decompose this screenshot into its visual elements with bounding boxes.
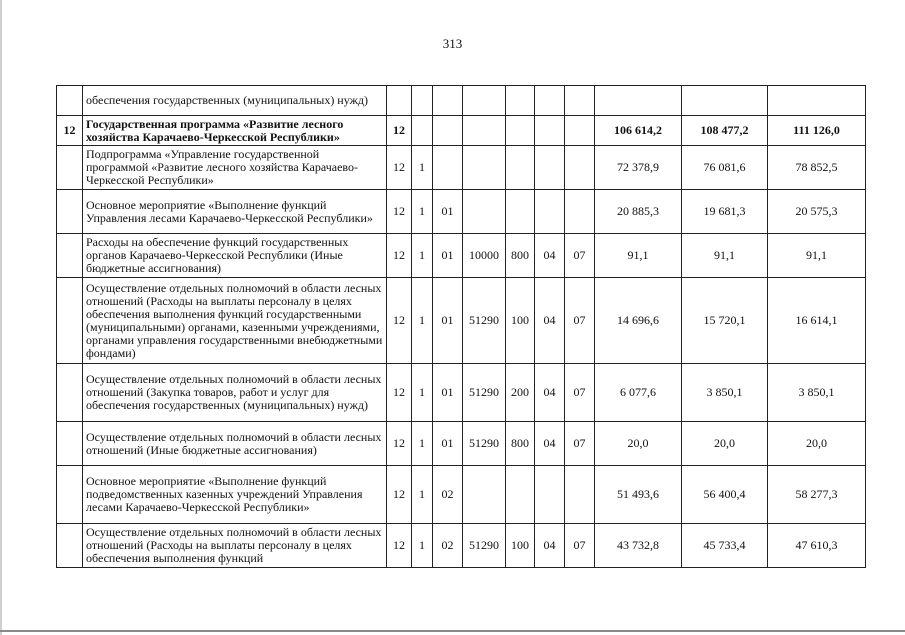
- budget-table: [56, 85, 866, 568]
- code-om-cell: 01: [433, 278, 463, 364]
- code-om-cell: [433, 86, 463, 116]
- amount-year-1-cell: 6 077,6: [595, 364, 682, 422]
- amount-year-2-cell: [682, 86, 768, 116]
- amount-year-1-cell: 72 378,9: [595, 146, 682, 190]
- amount-year-3-cell: 78 852,5: [768, 146, 866, 190]
- code-pp-cell: 1: [412, 364, 433, 422]
- table-row: [57, 278, 866, 364]
- scan-bottom-edge: [0, 630, 905, 632]
- code-expense-type-cell: 100: [506, 524, 535, 568]
- code-subsection-cell: 07: [565, 278, 595, 364]
- table-row: [57, 234, 866, 278]
- table-row: [57, 524, 866, 568]
- code-om-cell: [433, 146, 463, 190]
- amount-year-3-cell: [768, 86, 866, 116]
- row-number-cell: [57, 364, 83, 422]
- code-gp-cell: 12: [387, 278, 412, 364]
- code-subsection-cell: [565, 190, 595, 234]
- amount-year-3-cell: 47 610,3: [768, 524, 866, 568]
- amount-year-2-cell: 45 733,4: [682, 524, 768, 568]
- row-number-cell: [57, 422, 83, 466]
- program-name-cell: Государственная программа «Развитие лесного хозяйства Карачаево-Черкесской Республики»: [83, 116, 387, 146]
- code-subsection-cell: 07: [565, 234, 595, 278]
- code-gp-cell: 12: [387, 146, 412, 190]
- program-name-cell: обеспечения государственных (муниципальных) нужд): [83, 86, 387, 116]
- row-number-cell: [57, 86, 83, 116]
- code-direction-cell: 51290: [463, 278, 506, 364]
- code-gp-cell: 12: [387, 466, 412, 524]
- code-section-cell: [535, 466, 565, 524]
- code-expense-type-cell: [506, 86, 535, 116]
- program-name-cell: Расходы на обеспечение функций государственных органов Карачаево-Черкесской Республики (Иные бюджетные ассигнования): [83, 234, 387, 278]
- page-number: 313: [442, 36, 463, 51]
- code-om-cell: [433, 116, 463, 146]
- amount-year-1-cell: 106 614,2: [595, 116, 682, 146]
- code-direction-cell: [463, 146, 506, 190]
- amount-year-3-cell: 91,1: [768, 234, 866, 278]
- code-expense-type-cell: 800: [506, 234, 535, 278]
- code-pp-cell: [412, 116, 433, 146]
- amount-year-2-cell: 76 081,6: [682, 146, 768, 190]
- program-name-cell: Осуществление отдельных полномочий в области лесных отношений (Расходы на выплаты персоналу в целях обеспечения выполнения функций государственными (муниципальными) органами, казенными учреждениями, органами управления государственными внебюджетными фондами): [83, 278, 387, 364]
- amount-year-2-cell: 20,0: [682, 422, 768, 466]
- amount-year-2-cell: 108 477,2: [682, 116, 768, 146]
- code-pp-cell: 1: [412, 422, 433, 466]
- amount-year-2-cell: 15 720,1: [682, 278, 768, 364]
- code-gp-cell: 12: [387, 190, 412, 234]
- code-expense-type-cell: [506, 190, 535, 234]
- row-number-cell: [57, 190, 83, 234]
- code-expense-type-cell: 800: [506, 422, 535, 466]
- table-row: [57, 190, 866, 234]
- code-expense-type-cell: [506, 466, 535, 524]
- row-number-cell: [57, 234, 83, 278]
- program-name-cell: Основное мероприятие «Выполнение функций подведомственных казенных учреждений Управления лесами Карачаево-Черкесской Республики»: [83, 466, 387, 524]
- code-section-cell: [535, 116, 565, 146]
- table-row: [57, 364, 866, 422]
- code-section-cell: [535, 190, 565, 234]
- program-name-cell: Подпрограмма «Управление государственной программой «Развитие лесного хозяйства Карачаево-Черкесской Республики»: [83, 146, 387, 190]
- code-subsection-cell: [565, 86, 595, 116]
- table-row: [57, 116, 866, 146]
- code-gp-cell: 12: [387, 422, 412, 466]
- amount-year-1-cell: 20 885,3: [595, 190, 682, 234]
- code-section-cell: 04: [535, 278, 565, 364]
- code-gp-cell: [387, 86, 412, 116]
- code-expense-type-cell: [506, 146, 535, 190]
- amount-year-1-cell: [595, 86, 682, 116]
- row-number-cell: [57, 146, 83, 190]
- code-direction-cell: 51290: [463, 422, 506, 466]
- code-section-cell: [535, 146, 565, 190]
- code-expense-type-cell: 200: [506, 364, 535, 422]
- amount-year-1-cell: 51 493,6: [595, 466, 682, 524]
- amount-year-3-cell: 16 614,1: [768, 278, 866, 364]
- program-name-cell: Осуществление отдельных полномочий в области лесных отношений (Иные бюджетные ассигнования): [83, 422, 387, 466]
- code-om-cell: 01: [433, 190, 463, 234]
- code-section-cell: [535, 86, 565, 116]
- code-pp-cell: 1: [412, 234, 433, 278]
- code-expense-type-cell: 100: [506, 278, 535, 364]
- code-pp-cell: 1: [412, 278, 433, 364]
- code-subsection-cell: 07: [565, 524, 595, 568]
- code-om-cell: 02: [433, 524, 463, 568]
- code-direction-cell: [463, 116, 506, 146]
- code-subsection-cell: [565, 146, 595, 190]
- code-gp-cell: 12: [387, 116, 412, 146]
- code-direction-cell: [463, 86, 506, 116]
- table-row: [57, 422, 866, 466]
- program-name-cell: Осуществление отдельных полномочий в области лесных отношений (Расходы на выплаты персоналу в целях обеспечения выполнения функций: [83, 524, 387, 568]
- code-direction-cell: 51290: [463, 524, 506, 568]
- row-number-cell: [57, 278, 83, 364]
- amount-year-3-cell: 111 126,0: [768, 116, 866, 146]
- code-section-cell: 04: [535, 234, 565, 278]
- code-pp-cell: 1: [412, 466, 433, 524]
- code-pp-cell: [412, 86, 433, 116]
- row-number-cell: 12: [57, 116, 83, 146]
- amount-year-1-cell: 91,1: [595, 234, 682, 278]
- scan-left-edge: [0, 0, 2, 635]
- code-subsection-cell: [565, 116, 595, 146]
- table-row: [57, 466, 866, 524]
- code-gp-cell: 12: [387, 364, 412, 422]
- code-direction-cell: 10000: [463, 234, 506, 278]
- code-section-cell: 04: [535, 524, 565, 568]
- table-row: [57, 86, 866, 116]
- amount-year-2-cell: 3 850,1: [682, 364, 768, 422]
- code-pp-cell: 1: [412, 190, 433, 234]
- code-direction-cell: [463, 190, 506, 234]
- amount-year-1-cell: 20,0: [595, 422, 682, 466]
- code-direction-cell: [463, 466, 506, 524]
- row-number-cell: [57, 466, 83, 524]
- amount-year-2-cell: 56 400,4: [682, 466, 768, 524]
- code-section-cell: 04: [535, 422, 565, 466]
- table-body: [57, 86, 866, 568]
- amount-year-3-cell: 20,0: [768, 422, 866, 466]
- row-number-cell: [57, 524, 83, 568]
- program-name-cell: Основное мероприятие «Выполнение функций Управления лесами Карачаево-Черкесской Республики»: [83, 190, 387, 234]
- program-name-cell: Осуществление отдельных полномочий в области лесных отношений (Закупка товаров, работ и услуг для обеспечения государственных (муниципальных) нужд): [83, 364, 387, 422]
- code-gp-cell: 12: [387, 524, 412, 568]
- code-section-cell: 04: [535, 364, 565, 422]
- table-row: [57, 146, 866, 190]
- code-subsection-cell: 07: [565, 422, 595, 466]
- amount-year-1-cell: 43 732,8: [595, 524, 682, 568]
- amount-year-2-cell: 19 681,3: [682, 190, 768, 234]
- amount-year-3-cell: 58 277,3: [768, 466, 866, 524]
- amount-year-2-cell: 91,1: [682, 234, 768, 278]
- amount-year-3-cell: 3 850,1: [768, 364, 866, 422]
- code-om-cell: 02: [433, 466, 463, 524]
- amount-year-1-cell: 14 696,6: [595, 278, 682, 364]
- code-subsection-cell: 07: [565, 364, 595, 422]
- code-pp-cell: 1: [412, 146, 433, 190]
- amount-year-3-cell: 20 575,3: [768, 190, 866, 234]
- code-pp-cell: 1: [412, 524, 433, 568]
- code-expense-type-cell: [506, 116, 535, 146]
- code-om-cell: 01: [433, 234, 463, 278]
- code-direction-cell: 51290: [463, 364, 506, 422]
- code-gp-cell: 12: [387, 234, 412, 278]
- code-subsection-cell: [565, 466, 595, 524]
- code-om-cell: 01: [433, 364, 463, 422]
- code-om-cell: 01: [433, 422, 463, 466]
